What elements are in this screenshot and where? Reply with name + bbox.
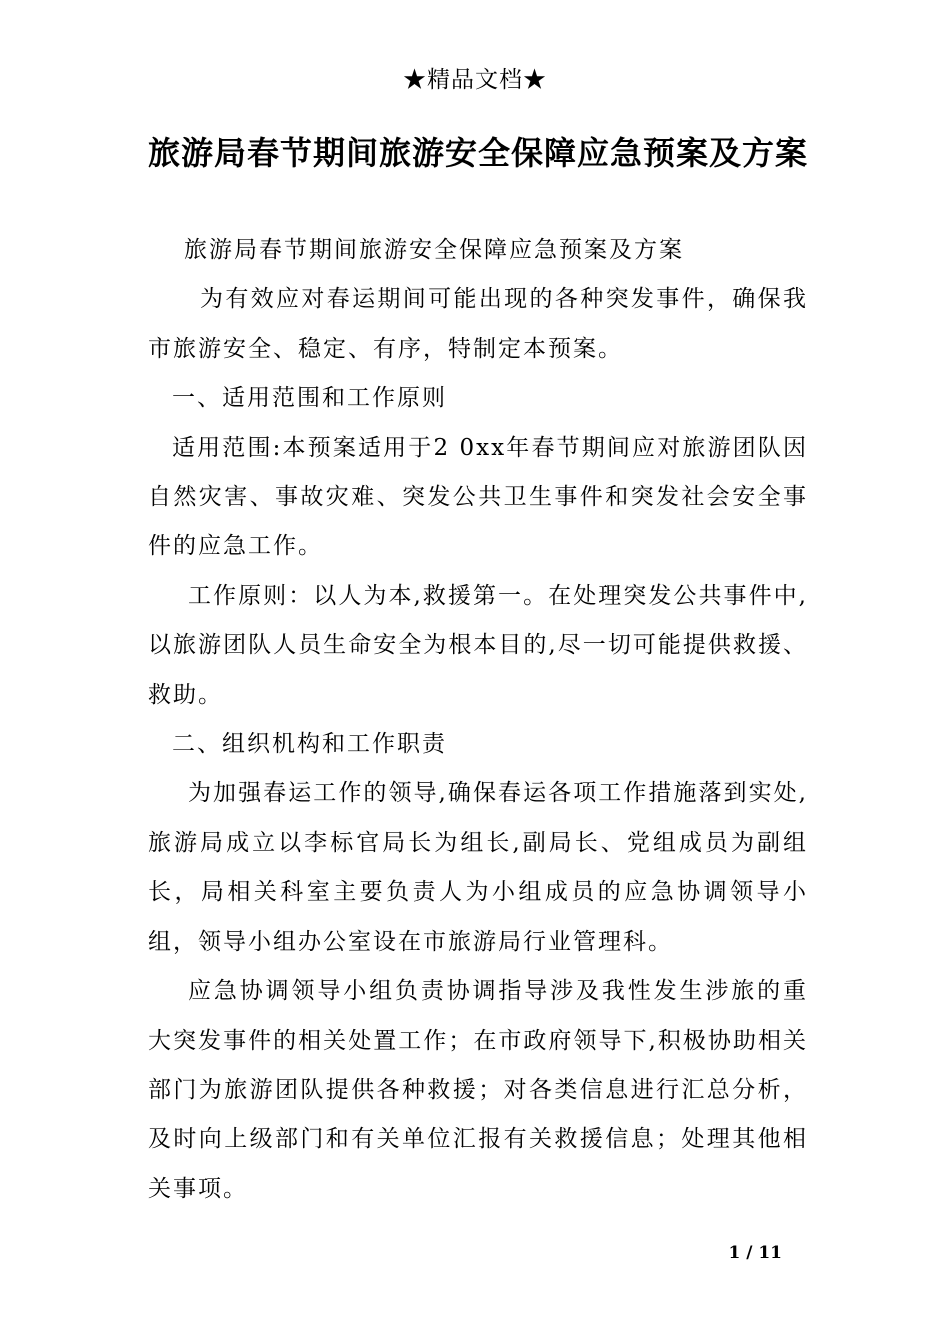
page-header: ★精品文档★ [403, 67, 547, 93]
scope-paragraph: 适用范围:本预案适用于2 0xx年春节期间应对旅游团队因自然灾害、事故灾难、突发公共卫生事件和突发社会安全事件的应急工作。 [148, 434, 808, 560]
section-heading-scope: 一、适用范围和工作原则 [172, 385, 447, 412]
duties-paragraph: 应急协调领导小组负责协调指导涉及我性发生涉旅的重大突发事件的相关处置工作；在市政府领导下,积极协助相关部门为旅游团队提供各种救援；对各类信息进行汇总分析，及时向上级部门和有关单位汇报有关救援信息；处理其他相关事项。 [148, 978, 808, 1202]
page-number: 1 / 11 [728, 1243, 782, 1263]
organization-paragraph: 为加强春运工作的领导,确保春运各项工作措施落到实处,旅游局成立以李标官局长为组长,副局长、党组成员为副组长，局相关科室主要负责人为小组成员的应急协调领导小组，领导小组办公室设在市旅游局行业管理科。 [148, 780, 808, 955]
document-title: 旅游局春节期间旅游安全保障应急预案及方案 [148, 134, 809, 172]
principle-paragraph: 工作原则：以人为本,救援第一。在处理突发公共事件中,以旅游团队人员生命安全为根本目的,尽一切可能提供救援、救助。 [148, 582, 808, 708]
intro-paragraph: 为有效应对春运期间可能出现的各种突发事件，确保我市旅游安全、稳定、有序，特制定本预案。 [148, 286, 808, 362]
document-body [148, 226, 808, 1214]
subtitle-paragraph: 旅游局春节期间旅游安全保障应急预案及方案 [184, 237, 684, 263]
section-heading-organization: 二、组织机构和工作职责 [172, 731, 447, 758]
